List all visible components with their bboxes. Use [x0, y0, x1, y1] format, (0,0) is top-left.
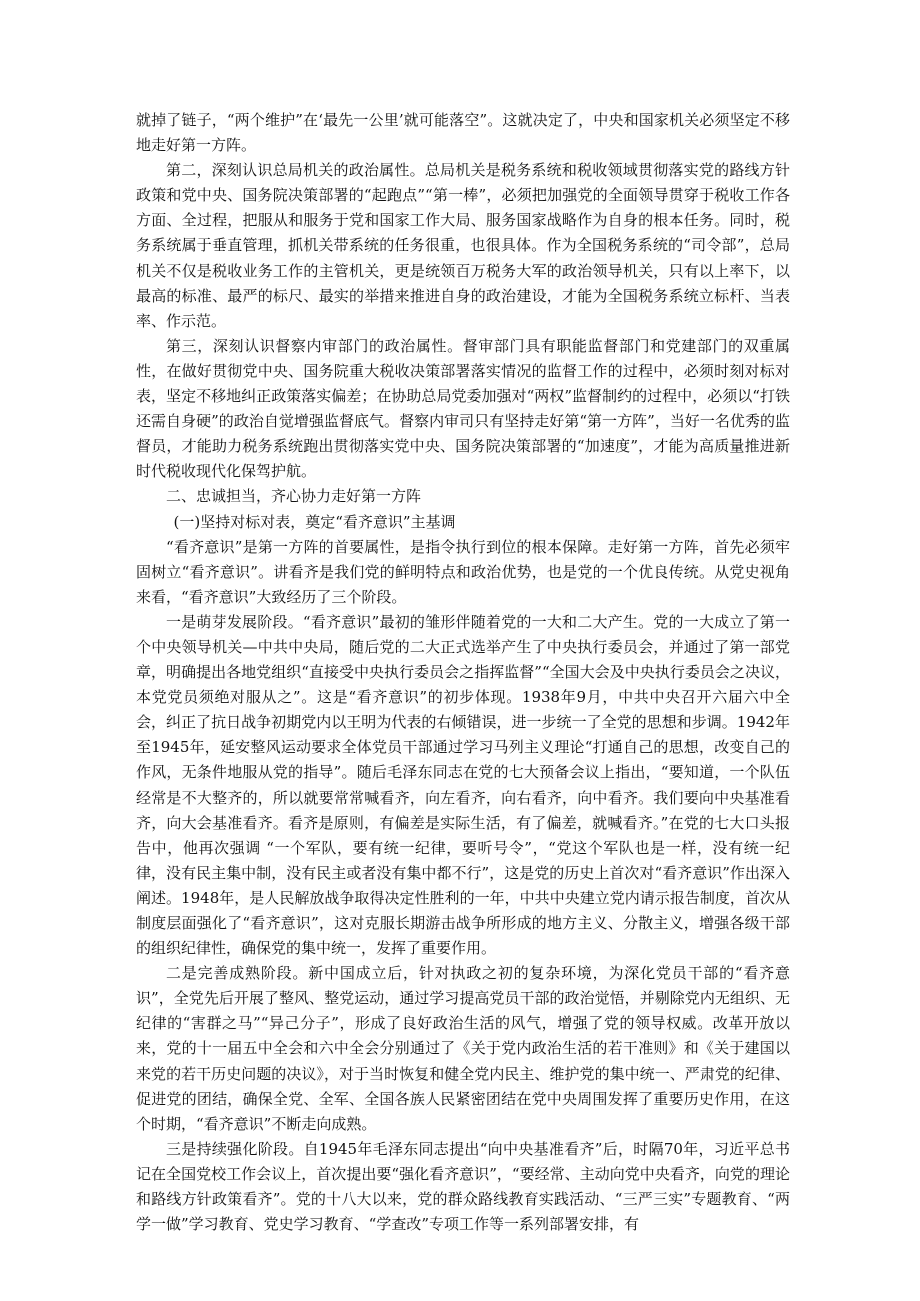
paragraph-second-point: 第二，深刻认识总局机关的政治属性。总局机关是税务系统和税收领域贯彻落实党的路线方针政策和党中央、国务院决策部署的“起跑点”“第一棒”，必须把加强党的全面领导贯穿于税收工作各方面、全过程，把服从和服务于党和国家工作大局、服务国家战略作为自身的根本任务。同时，税务系统属于垂直管理，抓机关带系统的任务很重，也很具体。作为全国税务系统的“司令部”，总局机关不仅是税收业务工作的主管机关，更是统领百万税务大军的政治领导机关，只有以上率下，以最高的标准、最严的标尺、最实的举措来推进自身的政治建设，才能为全国税务系统立标杆、当表率、作示范。 — [136, 161, 790, 330]
paragraph-stage-two: 二是完善成熟阶段。新中国成立后，针对执政之初的复杂环境，为深化党员干部的“看齐意识”，全党先后开展了整风、整党运动，通过学习提高党员干部的政治觉悟，并剔除党内无组织、无纪律的“害群之马”“异己分子”，形成了良好政治生活的风气，增强了党的领导权威。改革开放以来，党的十一届五中全会和六中全会分别通过了《关于党内政治生活的若干准则》和《关于建国以来党的若干历史问题的决议》，对于当时恢复和健全党内民主、维护党的集中统一、严肃党的纪律、促进党的团结，确保全党、全军、全国各族人民紧密团结在党中央周围发挥了重要历史作用，在这个时期，“看齐意识”不断走向成熟。 — [136, 964, 790, 1133]
section-heading: 二、忠诚担当，齐心协力走好第一方阵 — [166, 487, 422, 506]
paragraph-stage-one: 一是萌芽发展阶段。“看齐意识”最初的雏形伴随着党的一大和二大产生。党的一大成立了第一个中央领导机关—中共中央局，随后党的二大正式选举产生了中央执行委员会，并通过了第一部党章，明确提出各地党组织“直接受中央执行委员会之指挥监督”“全国大会及中央执行委员会之决议，本党党员须绝对服从之”。这是“看齐意识”的初步体现。1938年9月，中共中央召开六届六中全会，纠正了抗日战争初期党内以王明为代表的右倾错误，进一步统一了全党的思想和步调。1942年至1945年，延安整风运动要求全体党员干部通过学习马列主义理论“打通自己的思想，改变自己的作风，无条件地服从党的指导”。随后毛泽东同志在党的七大预备会议上指出，“要知道，一个队伍经常是不大整齐的，所以就要常常喊看齐，向左看齐，向右看齐，向中看齐。我们要向中央基准看齐，向大会基准看齐。看齐是原则，有偏差是实际生活，有了偏差，就喊看齐。”在党的七大口头报告中，他再次强调 “一个军队，要有统一纪律，要听号令”，“党这个军队也是一样，没有统一纪律，没有民主集中制，没有民主或者没有集中都不行”，这是党的历史上首次对“看齐意识”作出深入阐述。1948年，是人民解放战争取得决定性胜利的一年，中共中央建立党内请示报告制度，首次从制度层面强化了“看齐意识”，这对克服长期游击战争所形成的地方主义、分散主义，增强各级干部的组织纪律性，确保党的集中统一，发挥了重要作用。 — [136, 612, 790, 958]
paragraph-stage-three: 三是持续强化阶段。自1945年毛泽东同志提出“向中央基准看齐”后，时隔70年，习近平总书记在全国党校工作会议上，首次提出要“强化看齐意识”，“要经常、主动向党中央看齐，向党的理论和路线方针政策看齐”。党的十八大以来，党的群众路线教育实践活动、“三严三实”专题教育、“两学一做”学习教育、党史学习教育、“学查改”专项工作等一系列部署安排，有 — [136, 1139, 790, 1234]
paragraph-continuation: 就掉了链子，“两个维护”在‘最先一公里’就可能落空”。这就决定了，中央和国家机关必须坚定不移地走好第一方阵。 — [136, 111, 790, 155]
document-page — [136, 108, 790, 1237]
paragraph-intro: “看齐意识”是第一方阵的首要属性，是指令执行到位的根本保障。走好第一方阵，首先必须牢固树立“看齐意识”。讲看齐是我们党的鲜明特点和政治优势，也是党的一个优良传统。从党史视角来看，“看齐意识”大致经历了三个阶段。 — [136, 537, 790, 606]
paragraph-third-point: 第三，深刻认识督察内审部门的政治属性。督审部门具有职能监督部门和党建部门的双重属性，在做好贯彻党中央、国务院重大税收决策部署落实情况的监督工作的过程中，必须时刻对标对表，坚定不移地纠正政策落实偏差；在协助总局党委加强对“两权”监督制约的过程中，必须以“打铁还需自身硬”的政治自觉增强监督底气。督察内审司只有坚持走好第“第一方阵”，当好一名优秀的监督员，才能助力税务系统跑出贯彻落实党中央、国务院决策部署的“加速度”，才能为高质量推进新时代税收现代化保驾护航。 — [136, 336, 790, 481]
subsection-heading: (一)坚持对标对表，奠定“看齐意识”主基调 — [173, 512, 456, 531]
